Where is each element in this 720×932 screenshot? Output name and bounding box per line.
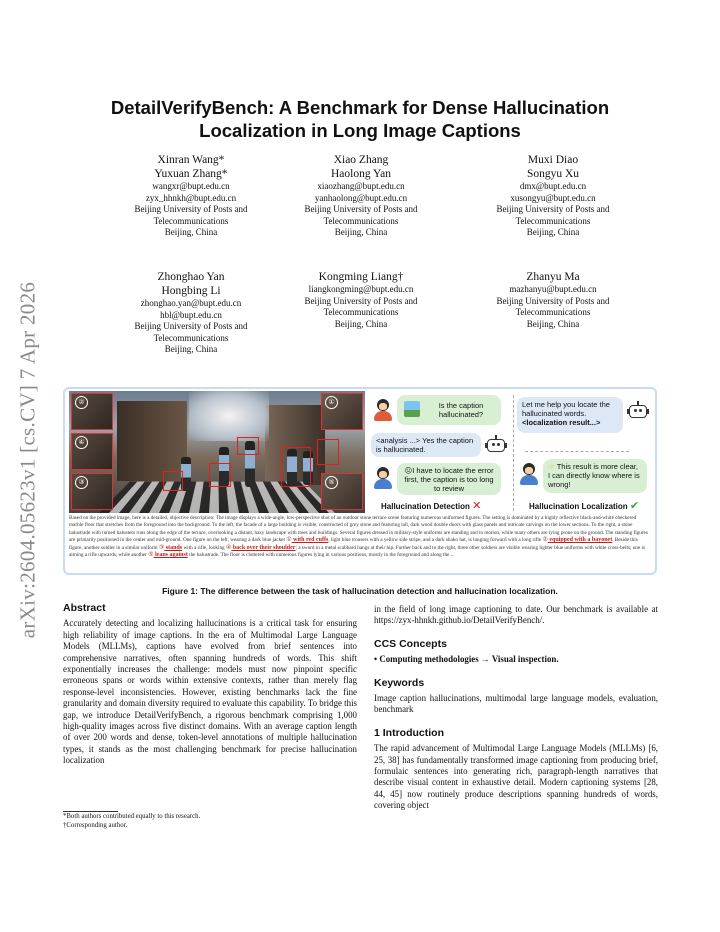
span-number: ① [286,537,292,544]
localization-label: Hallucination Localization ✔ [529,499,640,512]
author-name: Kongming Liang† [318,271,404,283]
user-icon [373,467,393,489]
scene-image [69,391,365,513]
detect-user-bubble [397,463,501,495]
description-text: , light blue trousers with a yellow side stripe, and a dark shako hat, is lunging forward with a long rifle [328,537,543,544]
author-detail[interactable]: yanhaolong@bupt.edu.cn [314,192,408,203]
author-name: Songyu Xu [526,168,580,180]
thumb-label: ③ [75,476,88,489]
ccs-heading: CCS Concepts [374,637,447,650]
thumb-label: ④ [75,436,88,449]
author-detail: Beijing, China [164,344,218,354]
ccs-body: • Computing methodologies → Visual inspection. [374,654,559,665]
description-text: the balustrade. The floor is cluttered with numerous figures lying in various positions, mostly in the foreground and along the ... [187,552,455,559]
footnote-equal: *Both authors contributed equally to this research. [63,813,201,820]
figure-caption: Figure 1: The difference between the task of hallucination detection and hallucination localization. [162,586,558,596]
user-icon [519,463,539,485]
author-detail[interactable]: zhonghao.yan@bupt.edu.cn [140,298,242,308]
author-card [266,153,456,239]
image-icon [404,401,420,417]
localize-user-bubble [543,459,647,493]
author-detail: Beijing, China [526,318,580,329]
keywords-heading: Keywords [374,676,425,689]
arxiv-stamp [8,250,48,670]
author-detail: Telecommunications [323,215,399,226]
hallucinated-span: equipped with a bayonet [547,537,613,544]
span-number: ③ [158,544,165,551]
author-card [96,153,286,239]
author-detail[interactable]: xusongyu@bupt.edu.cn [510,192,596,203]
footnotes [63,812,200,830]
localize-question-bubble [517,397,623,433]
hallucinated-span: back over their shoulder [231,544,296,551]
cross-icon: ✕ [472,499,482,512]
footnote-corresponding: †Corresponding author. [63,822,128,829]
description-text: ; a sword in a metal scabbard hangs at their hip. Further back and to the right, three other soldiers are visible wearing lighter blue uniforms with white cross-belts; one is aiming a rifle upwards, while another [69,544,645,559]
author-detail: Beijing, China [334,318,388,329]
author-detail[interactable]: mazhanyu@bupt.edu.cn [509,284,597,294]
span-number: ⑤ [148,552,154,559]
panel-divider [513,395,514,511]
localize-result: <localization result...> [522,418,601,427]
author-detail: Beijing University of Posts and [134,321,248,331]
author-detail: Telecommunications [153,215,229,226]
author-name: Haolong Yan [330,168,392,180]
author-name: Muxi Diao [527,154,579,166]
author-detail: Beijing, China [334,227,388,237]
paper-title: DetailVerifyBench: A Benchmark for Dense Hallucination Localization in Long Image Captions [110,97,610,141]
intro-heading: 1 Introduction [374,726,444,739]
author-detail[interactable]: dmx@bupt.edu.cn [519,181,587,191]
pointing-hand-icon: ☞ [548,462,555,471]
right-column [374,604,658,812]
author-detail: Beijing University of Posts and [134,204,248,214]
localize-question: Let me help you locate the hallucinated words. [522,400,610,418]
arxiv-stamp-text: arXiv:2604.05623v1 [cs.CV] 7 Apr 2026 [15,281,40,639]
intro-body: The rapid advancement of Multimodal Large Language Models (MLLMs) [6, 25, 38] has fundamentally transformed image captioning from producing brief, formulaic sentences into generating rich, paragraph-length narratives that describe visual content in exhaustive detail. Modern captioning systems [28, 44, 45] now routinely produce descriptions spanning hundreds of words, covering object [374,743,658,811]
author-detail: Telecommunications [323,307,399,317]
span-number: ④ [225,544,232,551]
detect-question-bubble [397,395,501,425]
author-detail[interactable]: zyx_hhnkh@bupt.edu.cn [145,192,237,203]
thumb-label: ② [75,396,88,409]
author-name: Hongbing Li [161,285,221,297]
author-name: Yuxuan Zhang* [154,168,228,180]
user-icon [373,399,393,421]
robot-icon [485,435,507,455]
author-name: Xiao Zhang [333,154,389,166]
author-detail[interactable]: xiaozhang@bupt.edu.cn [317,181,405,191]
connector [525,451,629,452]
author-detail[interactable]: hbl@bupt.edu.cn [160,309,222,320]
keywords-body: Image caption hallucinations, multimodal large language models, evaluation, benchmark [374,693,658,715]
detect-answer-bubble [371,433,481,457]
figure-1 [63,387,657,575]
author-detail: Beijing University of Posts and [496,204,610,214]
detect-answer: <analysis ...> Yes the caption is hallucinated. [376,436,474,454]
author-name: Zhanyu Ma [526,271,580,283]
frustrated-emoji-icon: 😖 [404,466,413,475]
author-card [266,270,456,330]
author-detail: Telecommunications [153,332,229,343]
author-name: Zhonghao Yan [157,271,225,283]
localize-user-text: This result is more clear, I can directly know where is wrong! [548,462,640,489]
author-detail: Beijing University of Posts and [304,295,418,306]
author-detail: Beijing University of Posts and [304,204,418,214]
author-detail: Beijing, China [164,227,218,237]
abstract-body: Accurately detecting and localizing hallucinations is a critical task for ensuring high reliability of image captions. In the era of Multimodal Large Language Models (MLLMs), captions have evolved from brief sentences into comprehensive narratives, often spanning hundreds of words. This shift exponentially increases the challenge: models must now pinpoint specific erroneous spans or words within extensive contexts, rather than merely flag response-level inconsistencies. However, existing benchmarks lack the fine granularity and domain diversity required to evaluate this capability. To bridge this gap, we introduce DetailVerifyBench, a rigorous benchmark comprising 1,000 high-quality images across five distinct domains. With an average caption length of over 200 words and dense, token-level annotations of multiple hallucination types, it stands as the most challenging benchmark for precise hallucination localization [63,618,357,766]
hallucinated-span: stands [164,544,183,551]
author-detail: Telecommunications [515,307,591,317]
detection-panel [369,391,509,513]
description-text: . Beside this figure, another soldier in a similar uniform [69,537,638,551]
thumb-label: ⑤ [325,476,338,489]
detect-question: Is the caption hallucinated? [438,401,484,419]
span-number: ② [542,537,548,544]
hallucinated-span: leans against [153,552,188,559]
author-card [458,153,648,239]
localization-panel [517,391,653,513]
figure-description [69,515,651,559]
author-detail: Telecommunications [515,215,591,226]
detection-label: Hallucination Detection ✕ [381,499,482,512]
description-text: with a rifle, looking [182,544,226,551]
thumb-label: ① [325,396,338,409]
author-name: Xinran Wang* [157,154,225,166]
author-detail[interactable]: liangkongming@bupt.edu.cn [308,284,414,294]
hallucinated-span: with red cuffs [291,537,329,544]
author-detail[interactable]: wangxr@bupt.edu.cn [152,181,230,191]
author-card [96,270,286,356]
robot-icon [627,401,649,421]
author-detail: Beijing, China [526,227,580,237]
left-column [63,603,357,767]
detect-user-text: I have to locate the error first, the caption is too long to review [404,466,494,493]
check-icon: ✔ [629,499,640,512]
description-text: Based on the provided image, here is a detailed, objective description: The image displays a wide-angle, low-perspective shot of an outdoor stone terrace scene featuring numerous uniformed figures. The setting is dominated by a highly reflective black-and-white checkered marble floor that stretches from the foreground into the background. To the left, the facade of a large building is visible, constructed of grey stone and featuring tall, dark wood double doors with glass panels and intricate carvings on the lower sections. To the right, a stone balustrade with turned balusters runs along the edge of the terrace, overlooking a distant, hazy landscape with trees and buildings. Several figures dressed in military-style uniforms are standing and in motion, while many others are lying prone on the ground. The standing figures are primarily positioned in the center and mid-ground. One figure on the left, wearing a dark blue jacket [69,515,648,544]
author-detail: Beijing University of Posts and [496,295,610,306]
abstract-continued: in the field of long image captioning to date. Our benchmark is available at https://zyx-hhnkh.github.io/DetailVerifyBench/. [374,604,658,626]
abstract-heading: Abstract [63,602,106,614]
author-card [458,270,648,330]
